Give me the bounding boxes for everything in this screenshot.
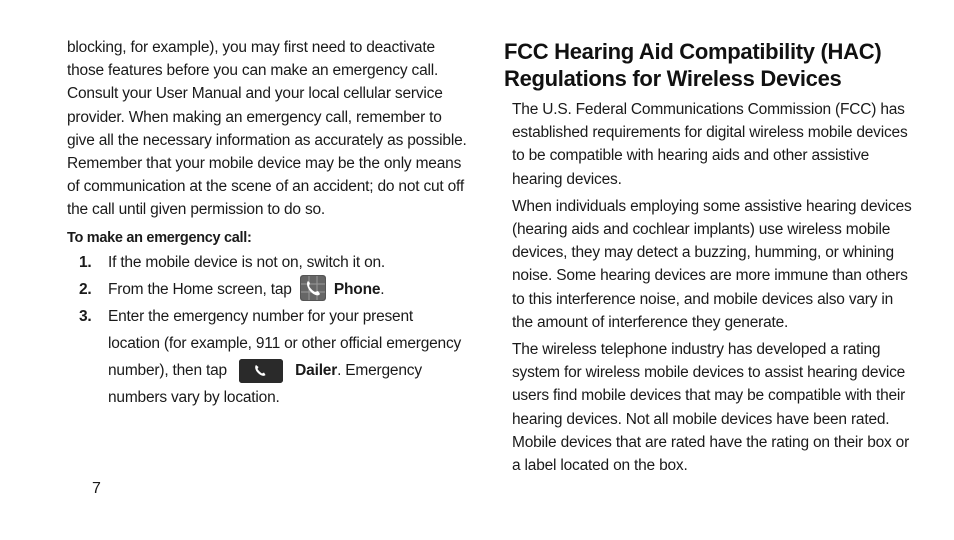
phone-label: Phone <box>333 280 381 298</box>
section-heading: FCC Hearing Aid Compatibility (HAC) Regulations for Wireless Devices <box>504 39 882 91</box>
dial-button-icon <box>239 359 283 383</box>
step-number: 2. <box>79 280 92 298</box>
step-text-end: . <box>380 280 385 298</box>
step-1 <box>67 249 467 276</box>
step-2 <box>67 276 467 303</box>
step-text-end: . Emergency numbers vary by location. <box>108 361 422 406</box>
intro-paragraph: blocking, for example), you may first need to deactivate those features before you can make an emergency call. Consult your User Manual and your local cellular service provider. When making an emergency call, remember to give all the necessary information as accurately as possible. Remember that your mobile device may be the only means of communication at the scene of an accident; do not cut off the call until given permission to do so. <box>67 39 467 219</box>
step-text: From the Home screen, tap <box>108 280 292 298</box>
step-text: If the mobile device is not on, switch it on. <box>108 253 386 271</box>
step-3 <box>67 303 467 411</box>
right-column <box>504 38 914 481</box>
step-text: Enter the emergency number for your present location (for example, 911 or other official emergency number), then tap <box>108 307 462 379</box>
hac-paragraph-1: The U.S. Federal Communications Commission (FCC) has established requirements for digital wireless mobile devices to be compatible with hearing aids and other assistive hearing devices. <box>512 101 908 188</box>
emergency-subheading: To make an emergency call: <box>67 229 252 246</box>
page-number: 7 <box>92 480 101 497</box>
step-number: 3. <box>79 307 92 325</box>
left-column <box>67 36 467 411</box>
hac-paragraph-3: The wireless telephone industry has developed a rating system for wireless mobile devices to assist hearing device users find mobile devices that may be compatible with their hearing devices. Not all mobile devices have been rated. Mobile devices that are rated have the rating on their box or a label located on the box. <box>512 341 910 475</box>
phone-app-icon <box>300 275 326 301</box>
dialer-label: Dailer <box>295 361 338 379</box>
step-number: 1. <box>79 253 92 271</box>
hac-paragraph-2: When individuals employing some assistive hearing devices (hearing aids and cochlear implants) use wireless mobile devices, they may detect a buzzing, humming, or whining noise. Some hearing devices are more immune than others to this interference noise, and mobile devices also vary in the amount of interference they generate. <box>512 197 912 331</box>
